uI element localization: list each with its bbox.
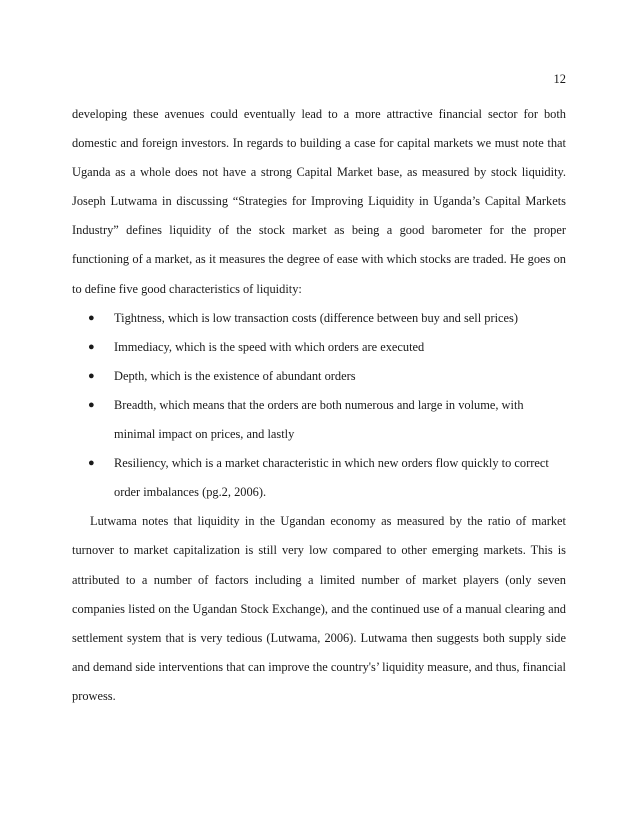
list-item (72, 304, 566, 333)
page-number: 12 (553, 72, 566, 86)
liquidity-characteristics-list (72, 304, 566, 508)
paragraph-intro: developing these avenues could eventually lead to a more attractive financial sector for both domestic and foreign investors. In regards to building a case for capital markets we must note that Uganda as a whole does not have a strong Capital Market base, as measured by stock liquidity. Joseph Lutwama in discussing “Strategies for Improving Liquidity in Uganda’s Capital Markets Industry” defines liquidity of the stock market as being a good barometer for the proper functioning of a market, as it measures the degree of ease with which stocks are traded. He goes on to define five good characteristics of liquidity: (72, 107, 566, 296)
list-item-text: Breadth, which means that the orders are both numerous and large in volume, with minimal impact on prices, and lastly (114, 397, 524, 442)
list-item-text: Tightness, which is low transaction costs (difference between buy and sell prices) (114, 310, 518, 325)
list-item (72, 391, 566, 449)
bullet-icon: ● (88, 369, 95, 382)
body-text (72, 100, 566, 711)
list-item-text: Immediacy, which is the speed with which orders are executed (114, 339, 425, 354)
list-item-text: Resiliency, which is a market characteristic in which new orders flow quickly to correct order imbalances (pg.2, 2006). (114, 456, 549, 500)
list-item (72, 362, 566, 391)
bullet-icon: ● (88, 457, 95, 470)
bullet-icon: ● (88, 311, 95, 324)
bullet-icon: ● (88, 340, 95, 353)
list-item-text: Depth, which is the existence of abundant orders (114, 368, 356, 383)
list-item (72, 333, 566, 362)
paragraph-conclusion: Lutwama notes that liquidity in the Ugandan economy as measured by the ratio of market turnover to market capitalization is still very low compared to other emerging markets. This is attributed to a number of factors including a limited number of market players (only seven companies listed on the Ugandan Stock Exchange), and the continued use of a manual clearing and settlement system that is very tedious (Lutwama, 2006). Lutwama then suggests both supply side and demand side interventions that can improve the country's’ liquidity measure, and thus, financial prowess. (72, 514, 566, 703)
list-item (72, 449, 566, 507)
bullet-icon: ● (88, 398, 95, 411)
